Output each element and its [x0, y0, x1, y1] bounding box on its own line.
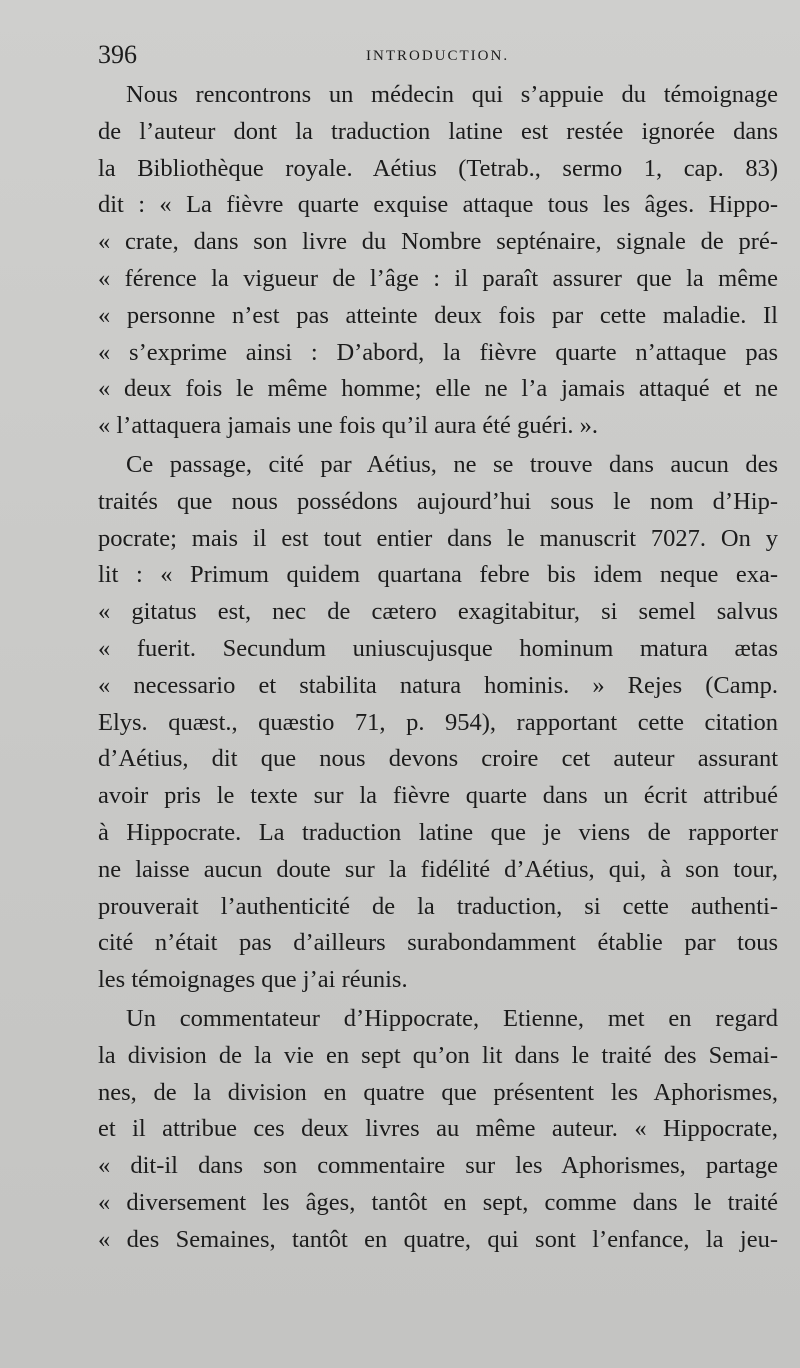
text-line: et il attribue ces deux livres au même auteur. « Hippocrate,: [98, 1115, 778, 1143]
text-line: « gitatus est, nec de cætero exagitabitur, si semel salvus: [98, 598, 778, 626]
text-line: la division de la vie en sept qu’on lit dans le traité des Semai-: [98, 1041, 778, 1069]
text-line: la Bibliothèque royale. Aétius (Tetrab., sermo 1, cap. 83): [98, 154, 778, 182]
text-line: Nous rencontrons un médecin qui s’appuie du témoignage: [126, 81, 778, 108]
body-text: [98, 77, 778, 1259]
text-line: Elys. quæst., quæstio 71, p. 954), rapportant cette citation: [98, 708, 778, 736]
text-line: dit : « La fièvre quarte exquise attaque tous les âges. Hippo-: [98, 191, 778, 219]
text-line: prouverait l’authenticité de la traduction, si cette authenti-: [98, 892, 778, 920]
text-line: « l’attaquera jamais une fois qu’il aura été guéri. ».: [98, 412, 599, 440]
text-line: « deux fois le même homme; elle ne l’a jamais attaqué et ne: [98, 375, 778, 403]
text-line: pocrate; mais il est tout entier dans le manuscrit 7027. On y: [98, 524, 778, 552]
paragraph: [98, 77, 778, 445]
text-line: les témoignages que j’ai réunis.: [98, 966, 408, 994]
text-line: d’Aétius, dit que nous devons croire cet auteur assurant: [98, 745, 778, 773]
text-line: « crate, dans son livre du Nombre septénaire, signale de pré-: [98, 228, 778, 256]
text-line: cité n’était pas d’ailleurs surabondamment établie par tous: [98, 929, 778, 957]
text-line: traités que nous possédons aujourd’hui sous le nom d’Hip-: [98, 487, 778, 515]
text-line: nes, de la division en quatre que présentent les Aphorismes,: [98, 1078, 778, 1106]
text-line: à Hippocrate. La traduction latine que je viens de rapporter: [98, 818, 778, 846]
text-line: « necessario et stabilita natura hominis. » Rejes (Camp.: [98, 671, 778, 699]
text-line: « fuerit. Secundum uniuscujusque hominum matura ætas: [98, 634, 778, 662]
text-line: « personne n’est pas atteinte deux fois par cette maladie. Il: [98, 301, 778, 329]
page-header: [98, 40, 698, 76]
paragraph: [98, 447, 778, 999]
paragraph: [98, 1001, 778, 1259]
text-line: « férence la vigueur de l’âge : il paraît assurer que la même: [98, 264, 778, 292]
text-line: de l’auteur dont la traduction latine est restée ignorée dans: [98, 117, 778, 145]
text-line: ne laisse aucun doute sur la fidélité d’Aétius, qui, à son tour,: [98, 855, 778, 883]
text-line: lit : « Primum quidem quartana febre bis idem neque exa-: [98, 561, 778, 589]
text-line: « des Semaines, tantôt en quatre, qui sont l’enfance, la jeu-: [98, 1225, 778, 1253]
text-line: « s’exprime ainsi : D’abord, la fièvre quarte n’attaque pas: [98, 338, 778, 366]
running-head: INTRODUCTION.: [366, 48, 510, 64]
text-line: Ce passage, cité par Aétius, ne se trouve dans aucun des: [126, 450, 778, 478]
text-line: avoir pris le texte sur la fièvre quarte dans un écrit attribué: [98, 782, 778, 810]
text-line: « dit-il dans son commentaire sur les Aphorismes, partage: [98, 1152, 778, 1180]
text-line: « diversement les âges, tantôt en sept, comme dans le traité: [98, 1188, 778, 1216]
page-number: 396: [98, 40, 137, 69]
text-line: Un commentateur d’Hippocrate, Etienne, met en regard: [126, 1004, 778, 1032]
